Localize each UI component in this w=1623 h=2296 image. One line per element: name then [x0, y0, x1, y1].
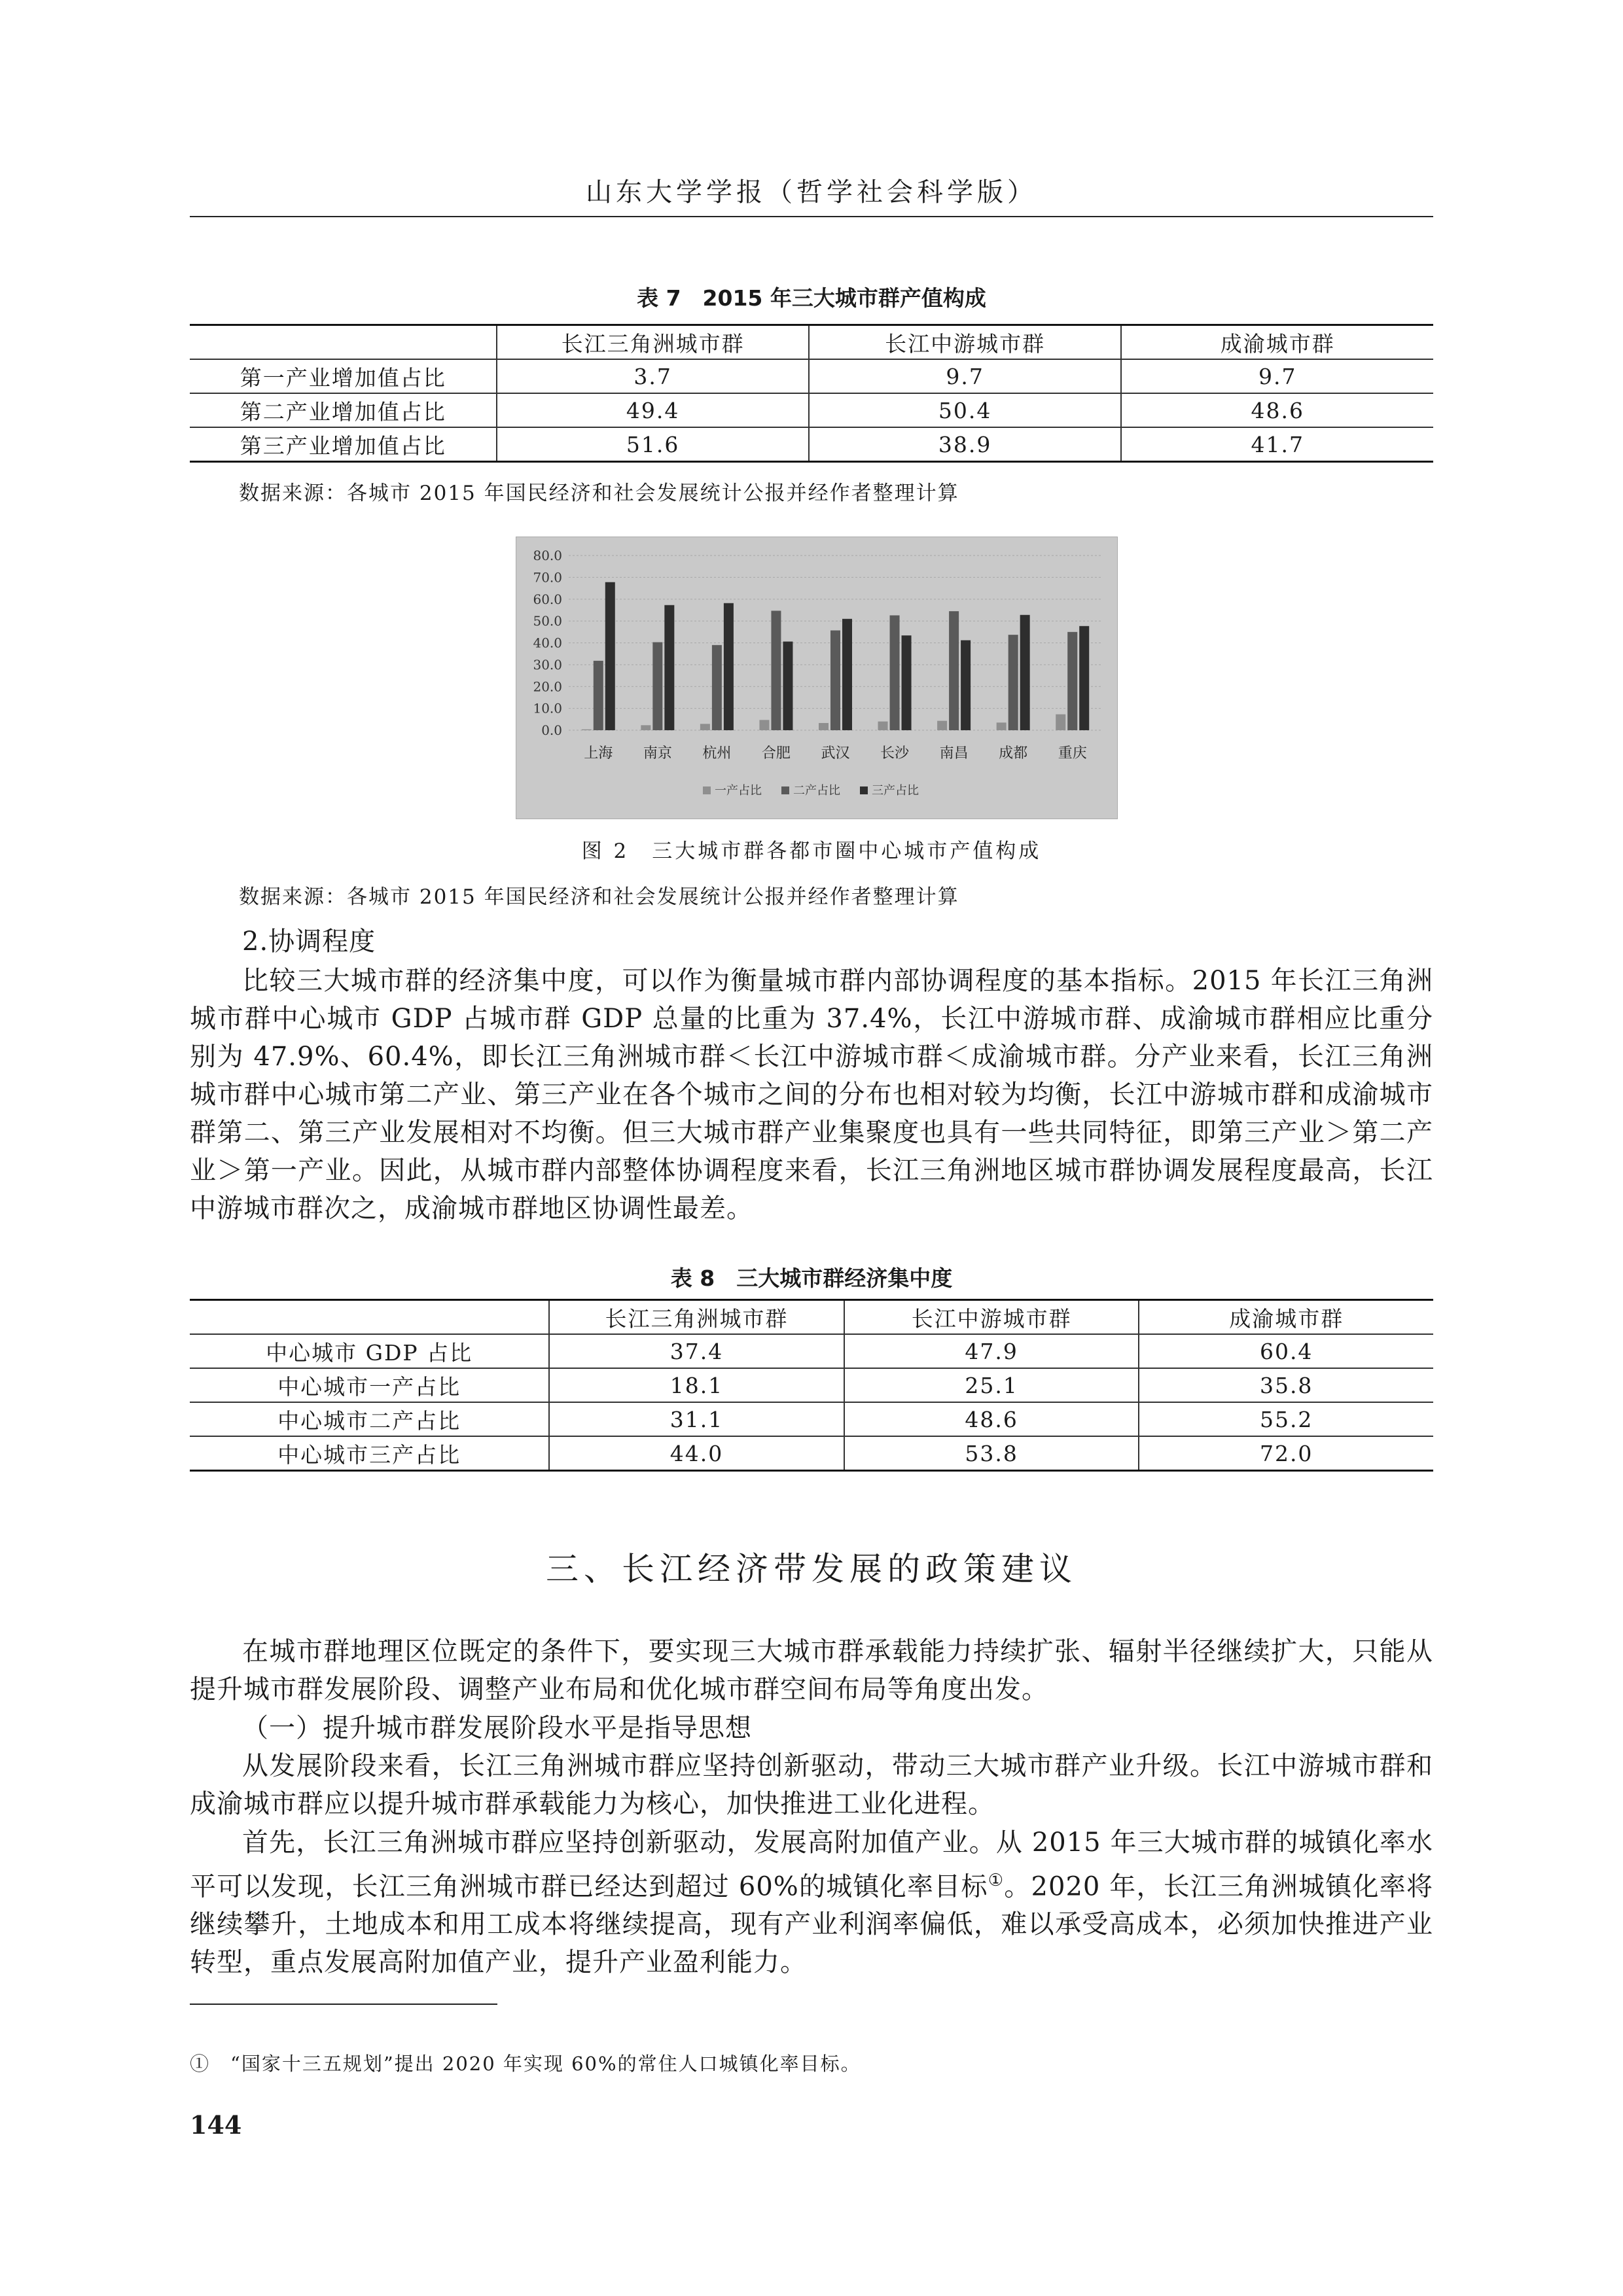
legend-swatch	[781, 786, 789, 794]
figure2-caption: 图 2 三大城市群各都市圈中心城市产值构成	[581, 839, 1042, 863]
table8-caption: 表 8 三大城市群经济集中度	[670, 1265, 953, 1291]
section2-heading: 2.协调程度	[242, 927, 376, 957]
bar	[842, 619, 852, 730]
bar	[1020, 615, 1030, 730]
table8-cell: 37.4	[549, 1334, 844, 1368]
bar	[997, 722, 1007, 730]
bar	[1079, 626, 1089, 730]
table8-cell: 44.0	[549, 1436, 844, 1471]
table7-source: 数据来源：各城市 2015 年国民经济和社会发展统计公报并经作者整理计算	[239, 482, 959, 505]
bar	[937, 721, 947, 730]
x-tick-label: 合肥	[761, 745, 791, 762]
table7-cell: 38.9	[809, 427, 1122, 462]
bar	[1056, 715, 1065, 730]
table7-caption: 表 7 2015 年三大城市群产值构成	[637, 285, 986, 311]
table7-header-col2: 长江中游城市群	[809, 325, 1122, 360]
bar	[771, 610, 781, 730]
y-tick-label: 10.0	[533, 700, 562, 716]
section3-sub1-heading: （一）提升城市群发展阶段水平是指导思想	[242, 1713, 752, 1743]
table-row	[190, 393, 1433, 427]
bar	[830, 630, 840, 730]
table8-cell: 31.1	[549, 1402, 844, 1436]
table8-cell: 35.8	[1139, 1368, 1433, 1402]
table7-cell: 48.6	[1121, 393, 1433, 427]
table8-cell: 48.6	[844, 1402, 1139, 1436]
table8-cell: 72.0	[1139, 1436, 1433, 1471]
table8-row-label: 中心城市一产占比	[190, 1368, 549, 1402]
table-row	[190, 1334, 1433, 1368]
table7-row-label: 第三产业增加值占比	[190, 427, 497, 462]
section2-paragraph: 比较三大城市群的经济集中度，可以作为衡量城市群内部协调程度的基本指标。2015 年长江三角洲城市群中心城市 GDP 占城市群 GDP 总量的比重为 37.4%，长江中游城市群、成渝城市群相应比重分别为 47.9%、60.4%，即长江三角洲城市群＜长江中游城市群＜成渝城市群。分产业来看，长江三角洲城市群中心城市第二产业、第三产业在各个城市之间的分布也相对较为均衡，长江中游城市群和成渝城市群第二、第三产业发展相对不均衡。但三大城市群产业集聚度也具有一些共同特征，即第三产业＞第二产业＞第一产业。因此，从城市群内部整体协调程度来看，长江三角洲地区城市群协调发展程度最高，长江中游城市群次之，成渝城市群地区协调性最差。	[190, 966, 1433, 1224]
table7-cell: 41.7	[1121, 427, 1433, 462]
bar	[961, 640, 971, 730]
y-tick-label: 60.0	[533, 591, 562, 607]
paragraph2-text: 首先，长江三角洲城市群应坚持创新驱动，发展高附加值产业。从 2015 年三大城市群的城镇化率水平可以发现，长江三角洲城市群已经达到超过 60%的城镇化率目标	[190, 1828, 1433, 1902]
y-tick-label: 0.0	[541, 722, 562, 738]
bar	[783, 641, 793, 730]
table8-cell: 18.1	[549, 1368, 844, 1402]
table7-cell: 9.7	[809, 359, 1122, 393]
table8-cell: 53.8	[844, 1436, 1139, 1471]
table7-header-col3: 成渝城市群	[1121, 325, 1433, 360]
bar	[819, 723, 829, 730]
x-tick-label: 南昌	[939, 745, 969, 762]
bar	[759, 720, 769, 730]
page-number: 144	[190, 2110, 242, 2140]
y-tick-label: 80.0	[533, 548, 562, 563]
chart-svg	[516, 537, 1117, 819]
table-row	[190, 1402, 1433, 1436]
table8-row-label: 中心城市 GDP 占比	[190, 1334, 549, 1368]
table8-header-col1: 长江三角洲城市群	[549, 1300, 844, 1335]
table7-cell: 9.7	[1121, 359, 1433, 393]
footnote-marker[interactable]: ①	[988, 1871, 1005, 1890]
table8-header-blank	[190, 1300, 549, 1335]
section3-paragraph2	[190, 1824, 1433, 1981]
table8-row-label: 中心城市二产占比	[190, 1402, 549, 1436]
bar	[700, 724, 710, 730]
table-row	[190, 427, 1433, 462]
y-tick-label: 20.0	[533, 679, 562, 695]
paragraph2-rest: 。2020 年，长江三角洲城镇化率将继续攀升，土地成本和用工成本将继续提高，现有产业利润率偏低，难以承受高成本，必须加快推进产业转型，重点发展高附加值产业，提升产业盈利能力。	[190, 1871, 1433, 1978]
bar	[712, 645, 722, 730]
footnote: ① “国家十三五规划”提出 2020 年实现 60%的常住人口城镇化率目标。	[190, 2053, 861, 2075]
bar	[652, 642, 662, 730]
bar	[949, 611, 959, 730]
table8-header-col3: 成渝城市群	[1139, 1300, 1433, 1335]
table8-cell: 55.2	[1139, 1402, 1433, 1436]
x-tick-label: 杭州	[702, 745, 732, 762]
bar	[878, 722, 888, 730]
figure2-chart	[516, 537, 1118, 819]
legend-label: 一产占比	[715, 784, 762, 798]
table7-header-blank	[190, 325, 497, 360]
x-tick-label: 重庆	[1058, 745, 1087, 762]
table7-cell: 3.7	[497, 359, 809, 393]
x-tick-label: 上海	[584, 745, 613, 762]
x-tick-label: 南京	[643, 745, 672, 762]
bar	[605, 582, 615, 730]
figure2-source: 数据来源：各城市 2015 年国民经济和社会发展统计公报并经作者整理计算	[239, 885, 959, 909]
table7-cell: 49.4	[497, 393, 809, 427]
legend-label: 二产占比	[793, 784, 840, 798]
table8-header-col2: 长江中游城市群	[844, 1300, 1139, 1335]
table-row	[190, 359, 1433, 393]
section3-heading: 三、长江经济带发展的政策建议	[546, 1550, 1077, 1588]
bar	[902, 635, 912, 730]
bar	[594, 661, 603, 730]
table8	[190, 1299, 1433, 1472]
bar	[890, 615, 900, 730]
bar	[641, 725, 651, 730]
section3-intro: 在城市群地理区位既定的条件下，要实现三大城市群承载能力持续扩张、辐射半径继续扩大，只能从提升城市群发展阶段、调整产业布局和优化城市群空间布局等角度出发。	[190, 1636, 1433, 1704]
legend-label: 三产占比	[872, 784, 919, 798]
x-tick-label: 长沙	[880, 745, 910, 762]
bar	[1067, 632, 1077, 730]
table-row	[190, 1436, 1433, 1471]
y-tick-label: 30.0	[533, 656, 562, 673]
table8-cell: 47.9	[844, 1334, 1139, 1368]
legend-swatch	[703, 786, 711, 794]
table8-cell: 25.1	[844, 1368, 1139, 1402]
table7-row-label: 第一产业增加值占比	[190, 359, 497, 393]
table7-cell: 51.6	[497, 427, 809, 462]
table7-row-label: 第二产业增加值占比	[190, 393, 497, 427]
bar	[724, 603, 734, 730]
y-tick-label: 70.0	[533, 569, 562, 586]
y-tick-label: 50.0	[533, 613, 562, 629]
footnote-rule	[190, 2004, 497, 2005]
y-tick-label: 40.0	[533, 635, 562, 651]
header-rule	[190, 216, 1433, 217]
running-head: 山东大学学报（哲学社会科学版）	[586, 177, 1037, 207]
bar	[664, 605, 674, 730]
table-row	[190, 1368, 1433, 1402]
table7-header-col1: 长江三角洲城市群	[497, 325, 809, 360]
table8-row-label: 中心城市三产占比	[190, 1436, 549, 1471]
x-tick-label: 成都	[999, 745, 1028, 762]
table7-cell: 50.4	[809, 393, 1122, 427]
section3-sub1-paragraph: 从发展阶段来看，长江三角洲城市群应坚持创新驱动，带动三大城市群产业升级。长江中游城市群和成渝城市群应以提升城市群承载能力为核心，加快推进工业化进程。	[190, 1751, 1433, 1819]
x-tick-label: 武汉	[821, 745, 850, 762]
legend-swatch	[860, 786, 868, 794]
table7	[190, 324, 1433, 463]
bar	[1008, 635, 1018, 730]
table8-cell: 60.4	[1139, 1334, 1433, 1368]
